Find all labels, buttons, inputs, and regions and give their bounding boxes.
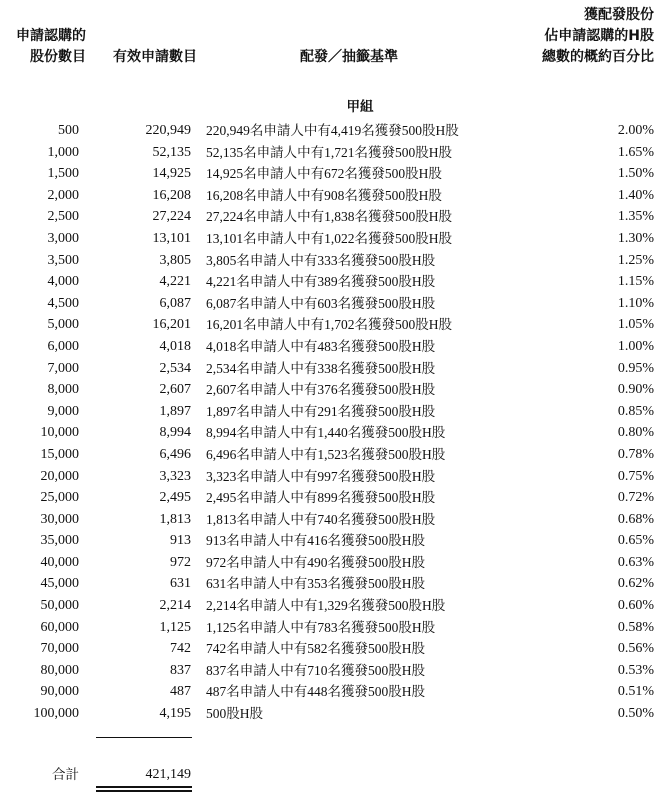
table-row [0,358,663,380]
table-row [0,703,663,725]
basis-cell: 6,087名申請人中有603名獲發500股H股 [206,295,436,311]
percentage-cell: 0.50% [617,706,654,722]
table-row [0,185,663,207]
applications-cell: 487 [170,684,191,700]
shares-cell: 2,500 [47,209,79,225]
applications-cell: 2,214 [159,598,191,614]
applications-cell: 2,607 [159,382,191,398]
header-valid-applications [97,47,197,68]
percentage-cell: 0.95% [617,360,654,376]
table-row [0,487,663,509]
applications-cell: 972 [170,554,191,570]
shares-cell: 25,000 [40,490,79,506]
header-line: 申請認購的 [16,28,86,44]
basis-cell: 972名申請人中有490名獲發500股H股 [206,554,425,570]
percentage-cell: 0.60% [617,598,654,614]
table-row [0,206,663,228]
percentage-cell: 2.00% [617,123,654,138]
basis-cell: 14,925名申請人中有672名獲發500股H股 [206,166,442,182]
shares-cell: 4,500 [47,295,79,311]
shares-cell: 10,000 [40,425,79,441]
table-row [0,617,663,639]
table-row [0,293,663,315]
applications-cell: 4,221 [159,274,191,290]
percentage-cell: 0.68% [617,511,654,527]
shares-cell: 90,000 [40,684,79,700]
percentage-cell: 0.78% [617,446,654,462]
percentage-cell: 0.80% [617,425,654,441]
header-line: 股份數目 [30,49,86,65]
basis-cell: 2,214名申請人中有1,329名獲發500股H股 [206,598,446,614]
shares-cell: 1,500 [47,166,79,182]
shares-cell: 100,000 [33,706,79,722]
header-line: 佔申請認購的H股 [544,28,654,44]
applications-cell: 1,897 [159,403,191,419]
applications-cell: 16,201 [152,317,191,333]
percentage-cell: 1.50% [617,166,654,182]
applications-cell: 4,018 [159,338,191,354]
basis-cell: 1,813名申請人中有740名獲發500股H股 [206,511,436,527]
allotment-table-body [0,120,663,725]
percentage-cell: 0.58% [617,619,654,635]
basis-cell: 2,495名申請人中有899名獲發500股H股 [206,490,436,506]
basis-cell: 4,221名申請人中有389名獲發500股H股 [206,274,436,290]
basis-cell: 913名申請人中有416名獲發500股H股 [206,533,425,549]
applications-cell: 27,224 [152,209,191,225]
header-line: 總數的概約百分比 [542,49,654,65]
applications-cell: 16,208 [152,187,191,203]
shares-cell: 7,000 [47,360,79,376]
table-row [0,660,663,682]
percentage-cell: 1.05% [617,317,654,333]
table-row [0,336,663,358]
shares-cell: 9,000 [47,403,79,419]
basis-cell: 13,101名申請人中有1,022名獲發500股H股 [206,230,452,246]
percentage-cell: 0.63% [617,554,654,570]
percentage-cell: 0.65% [617,533,654,549]
shares-cell: 500 [58,123,79,138]
basis-cell: 6,496名申請人中有1,523名獲發500股H股 [206,446,446,462]
percentage-cell: 0.56% [617,641,654,657]
basis-cell: 16,208名申請人中有908名獲發500股H股 [206,187,442,203]
percentage-cell: 0.51% [617,684,654,700]
table-row [0,638,663,660]
basis-cell: 1,125名申請人中有783名獲發500股H股 [206,619,436,635]
basis-cell: 4,018名申請人中有483名獲發500股H股 [206,338,436,354]
shares-cell: 4,000 [47,274,79,290]
applications-cell: 6,496 [159,446,191,462]
percentage-cell: 0.62% [617,576,654,592]
table-row [0,573,663,595]
percentage-cell: 1.35% [617,209,654,225]
header-allotted-percentage [500,5,654,68]
header-allotment-basis [300,47,440,68]
percentage-cell: 0.90% [617,382,654,398]
basis-cell: 27,224名申請人中有1,838名獲發500股H股 [206,209,452,225]
percentage-cell: 0.85% [617,403,654,419]
shares-cell: 2,000 [47,187,79,203]
table-row [0,422,663,444]
percentage-cell: 0.72% [617,490,654,506]
basis-cell: 3,805名申請人中有333名獲發500股H股 [206,252,436,268]
percentage-cell: 1.15% [617,274,654,290]
table-row [0,444,663,466]
table-row [0,228,663,250]
percentage-cell: 1.40% [617,187,654,203]
total-double-rule-top [96,786,192,788]
percentage-cell: 1.25% [617,252,654,268]
shares-cell: 50,000 [40,598,79,614]
shares-cell: 35,000 [40,533,79,549]
basis-cell: 487名申請人中有448名獲發500股H股 [206,684,425,700]
subtotal-rule [96,737,192,738]
table-row [0,250,663,272]
shares-cell: 60,000 [40,619,79,635]
applications-cell: 6,087 [159,295,191,311]
shares-cell: 40,000 [40,554,79,570]
basis-cell: 2,534名申請人中有338名獲發500股H股 [206,360,436,376]
basis-cell: 52,135名申請人中有1,721名獲發500股H股 [206,144,452,160]
header-line: 有效申請數目 [113,49,197,65]
table-row [0,595,663,617]
shares-cell: 80,000 [40,662,79,678]
table-row [0,379,663,401]
table-row [0,681,663,703]
header-shares-applied [0,26,86,68]
table-row [0,120,663,142]
basis-cell: 742名申請人中有582名獲發500股H股 [206,641,425,657]
percentage-cell: 1.10% [617,295,654,311]
percentage-cell: 1.00% [617,338,654,354]
applications-cell: 3,323 [159,468,191,484]
applications-cell: 2,495 [159,490,191,506]
applications-cell: 2,534 [159,360,191,376]
shares-cell: 30,000 [40,511,79,527]
total-label: 合計 [52,767,79,783]
applications-cell: 52,135 [152,144,191,160]
applications-cell: 13,101 [152,230,191,246]
basis-cell: 220,949名申請人中有4,419名獲發500股H股 [206,123,459,138]
basis-cell: 500股H股 [206,706,263,722]
applications-cell: 913 [170,533,191,549]
basis-cell: 16,201名申請人中有1,702名獲發500股H股 [206,317,452,333]
shares-cell: 3,500 [47,252,79,268]
total-value: 421,149 [145,767,191,782]
shares-cell: 45,000 [40,576,79,592]
applications-cell: 14,925 [152,166,191,182]
total-double-rule-bottom [96,790,192,792]
applications-cell: 631 [170,576,191,592]
table-row [0,271,663,293]
applications-cell: 837 [170,662,191,678]
applications-cell: 742 [170,641,191,657]
group-label: 甲組 [346,99,374,115]
percentage-cell: 1.30% [617,230,654,246]
table-row [0,163,663,185]
table-row [0,142,663,164]
shares-cell: 5,000 [47,317,79,333]
percentage-cell: 1.65% [617,144,654,160]
applications-cell: 220,949 [145,123,191,138]
table-row [0,466,663,488]
shares-cell: 20,000 [40,468,79,484]
table-row [0,552,663,574]
basis-cell: 1,897名申請人中有291名獲發500股H股 [206,403,436,419]
basis-cell: 631名申請人中有353名獲發500股H股 [206,576,425,592]
applications-cell: 1,125 [159,619,191,635]
percentage-cell: 0.53% [617,662,654,678]
table-row [0,509,663,531]
basis-cell: 3,323名申請人中有997名獲發500股H股 [206,468,436,484]
shares-cell: 6,000 [47,338,79,354]
table-row [0,314,663,336]
applications-cell: 4,195 [159,706,191,722]
applications-cell: 1,813 [159,511,191,527]
basis-cell: 837名申請人中有710名獲發500股H股 [206,662,425,678]
shares-cell: 8,000 [47,382,79,398]
shares-cell: 3,000 [47,230,79,246]
header-line: 配發／抽籤基準 [300,49,398,65]
table-row [0,401,663,423]
shares-cell: 70,000 [40,641,79,657]
applications-cell: 3,805 [159,252,191,268]
header-line: 獲配發股份 [584,7,654,23]
applications-cell: 8,994 [159,425,191,441]
table-row [0,530,663,552]
shares-cell: 15,000 [40,446,79,462]
shares-cell: 1,000 [47,144,79,160]
basis-cell: 2,607名申請人中有376名獲發500股H股 [206,382,436,398]
percentage-cell: 0.75% [617,468,654,484]
basis-cell: 8,994名申請人中有1,440名獲發500股H股 [206,425,446,441]
